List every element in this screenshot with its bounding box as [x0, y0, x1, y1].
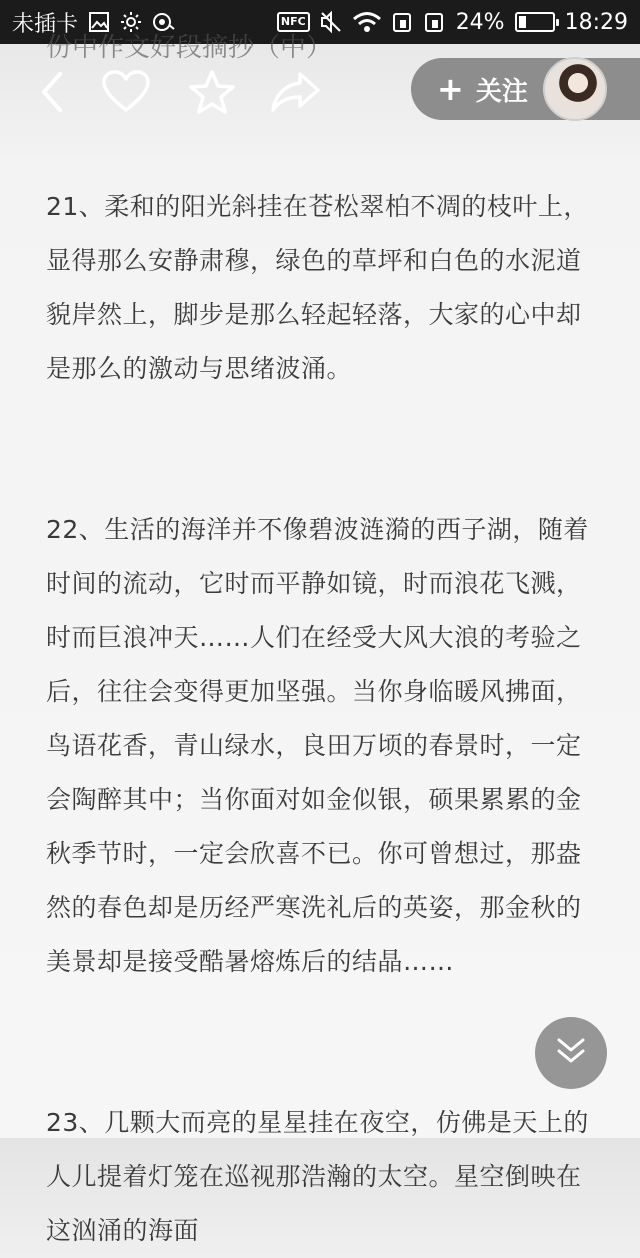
- paragraph-23: 23、几颗大而亮的星星挂在夜空，仿佛是天上的人儿提着灯笼在巡视那浩瀚的太空。星空倒映在这汹涌的海面: [46, 1108, 589, 1245]
- plus-icon: +: [437, 70, 464, 108]
- favorite-star-icon[interactable]: [186, 66, 238, 118]
- paragraph-22: 22、生活的海洋并不像碧波涟漪的西子湖，随着时间的流动，它时而平静如镜，时而浪花飞溅，时而巨浪冲天……人们在经受大风大浪的考验之后，往往会变得更加坚强。当你身临暖风拂面，鸟语花香，青山绿水，良田万顷的春景时，一定会陶醉其中；当你面对如金似银，硕果累累的金秋季节时，一定会欣喜不已。你可曾想过，那盎然的春色却是历经严寒洗礼后的英姿，那金秋的美景却是接受酷暑熔炼后的结晶……: [46, 515, 589, 976]
- share-icon[interactable]: [270, 66, 322, 118]
- author-avatar[interactable]: [543, 57, 607, 121]
- sim-signal-icon: [392, 11, 414, 33]
- article-body: [46, 180, 598, 1258]
- like-heart-icon[interactable]: [100, 66, 152, 118]
- battery-icon: [515, 12, 555, 32]
- nfc-icon: NFC: [277, 12, 310, 32]
- wifi-icon: [352, 11, 382, 33]
- back-icon[interactable]: [28, 66, 80, 118]
- scroll-down-button[interactable]: [535, 1017, 607, 1089]
- battery-percent: 24%: [455, 9, 505, 35]
- follow-label: 关注: [475, 76, 528, 107]
- carrier-label: 未插卡: [12, 11, 79, 37]
- sim-signal-icon-2: [424, 11, 446, 33]
- double-chevron-down-icon: [555, 1036, 587, 1070]
- paragraph-21: 21、柔和的阳光斜挂在苍松翠柏不凋的枝叶上，显得那么安静肃穆，绿色的草坪和白色的水泥道貌岸然上，脚步是那么轻起轻落，大家的心中却是那么的激动与思绪波涌。: [46, 192, 589, 383]
- clock: 18:29: [564, 9, 628, 35]
- scrolled-title: 份中作文好段摘抄（中）: [46, 33, 333, 63]
